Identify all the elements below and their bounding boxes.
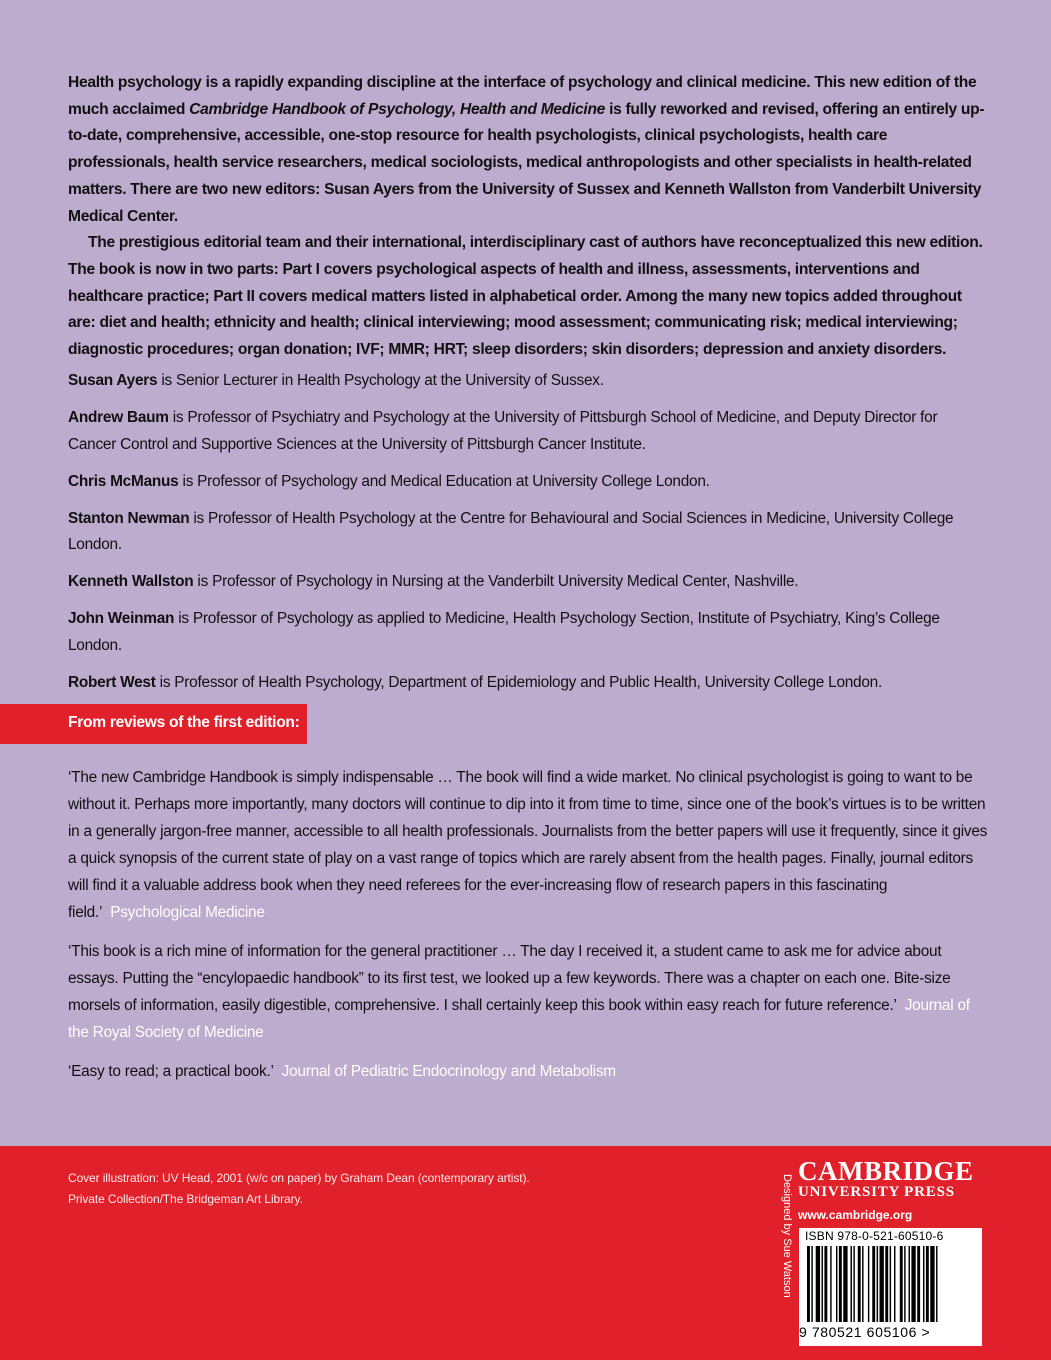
review-text: ‘This book is a rich mine of information for the general practitioner … The day I received it, a student came to ask me for advice about essays. Putting the “encylopaedic handbook” to its first test, we looked up a few keywords. There was a chapter on each one. Bite-size morsels of information, easily digestible, comprehensive. I shall certainly keep this book within easy reach for future reference.’ (68, 943, 951, 1014)
bio-text: is Professor of Health Psychology at the Centre for Behavioural and Social Sciences in Medicine, University College London. (68, 509, 954, 553)
book-title: Cambridge Handbook of Psychology, Health and Medicine (189, 100, 606, 118)
bio-text: is Professor of Psychology as applied to Medicine, Health Psychology Section, Institute of Psychiatry, King’s College London. (68, 610, 940, 654)
review-source: Journal of Pediatric Endocrinology and Metabolism (281, 1063, 616, 1080)
review-quote (68, 1058, 988, 1085)
editor-bios (68, 368, 988, 707)
review-source: Psychological Medicine (110, 904, 265, 921)
bio-text: is Professor of Health Psychology, Department of Epidemiology and Public Health, University College London. (155, 673, 883, 691)
designer-credit (780, 1174, 795, 1354)
bio-text: is Professor of Psychology and Medical Education at University College London. (178, 472, 710, 490)
bio-entry (68, 506, 988, 559)
review-quote (68, 938, 988, 1046)
bio-name: Andrew Baum (68, 409, 169, 426)
bio-text: is Professor of Psychiatry and Psychology at the University of Pittsburgh School of Medicine, and Deputy Director for Cancer Control and Supportive Sciences at the University of Pittsburgh Cancer Institute. (68, 409, 938, 453)
bio-entry (68, 469, 988, 496)
publisher-logo-line-2: UNIVERSITY PRESS (798, 1184, 955, 1200)
bio-name: Kenneth Wallston (68, 573, 194, 590)
bio-entry (68, 405, 988, 458)
footer-band (0, 1146, 1051, 1360)
description-blurb (68, 70, 988, 364)
blurb-p1-end: is fully reworked and revised, offering an entirely up-to-date, comprehensive, accessible, one-stop resource for health psychologists, clinical psychologists, health care professionals, health service researchers, medical sociologists, medical anthropologists and other specialists in health-related matters. There are two new editors: Susan Ayers from the University of Sussex and Kenneth Wallston from Vanderbilt University Medical Center. (68, 100, 985, 225)
review-quote (68, 764, 988, 926)
bio-entry (68, 569, 988, 596)
publisher-logo-line-1: CAMBRIDGE (798, 1156, 974, 1186)
credit-line-2: Private Collection/The Bridgeman Art Library. (68, 1192, 303, 1206)
bio-name: John Weinman (68, 610, 175, 627)
bio-name: Robert West (68, 673, 156, 691)
blurb-p1-start: Health psychology is a rapidly expanding discipline at the interface of psychology and clinical medicine. This new edition of the much acclaimed (68, 74, 977, 118)
review-text: ‘Easy to read; a practical book.’ (68, 1063, 274, 1080)
cover-credit (68, 1168, 668, 1210)
bio-name: Susan Ayers (68, 372, 158, 389)
bio-entry (68, 670, 988, 697)
designer-text: Designed by Sue Watson (781, 1174, 793, 1298)
barcode-icon (803, 1246, 978, 1324)
barcode-digits: 9 780521 605106 > (799, 1324, 931, 1340)
bio-text: is Professor of Psychology in Nursing at the Vanderbilt University Medical Center, Nashville. (193, 573, 799, 590)
bio-name: Stanton Newman (68, 509, 190, 527)
review-text: ‘The new Cambridge Handbook is simply indispensable … The book will find a wide market. No clinical psychologist is going to want to be without it. Perhaps more importantly, many doctors will continue to dip into it from time to time, since one of the book’s virtues is to be written in a generally jargon-free manner, accessible to all health professionals. Journalists from the better papers will use it frequently, since it gives a quick synopsis of the current state of play on a vast range of topics which are rarely absent from the health pages. Finally, journal editors will find it a valuable address book when they need referees for the ever-increasing flow of research papers in this fascinating field.’ (68, 769, 988, 921)
bio-entry (68, 368, 988, 395)
blurb-paragraph-1 (68, 70, 988, 230)
credit-line-1: Cover illustration: UV Head, 2001 (w/c on paper) by Graham Dean (contemporary artist). (68, 1171, 530, 1185)
reviews-section (68, 764, 988, 1097)
blurb-paragraph-2: The prestigious editorial team and their international, interdisciplinary cast of authors have reconceptualized this new edition. The book is now in two parts: Part I covers psychological aspects of health and illness, assessments, interventions and healthcare practice; Part II covers medical matters listed in alphabetical order. Among the many new topics added throughout are: diet and health; ethnicity and health; clinical interviewing; mood assessment; communicating risk; medical interviewing; diagnostic procedures; organ donation; IVF; MMR; HRT; sleep disorders; skin disorders; depression and anxiety disorders. (68, 234, 983, 359)
publisher-website: www.cambridge.org (798, 1208, 913, 1222)
review-source: Journal of the Royal Society of Medicine (68, 997, 970, 1041)
reviews-heading-banner (0, 704, 307, 744)
isbn-label: ISBN 978-0-521-60510-6 (805, 1229, 944, 1243)
reviews-heading: From reviews of the first edition: (68, 714, 300, 731)
bio-name: Chris McManus (68, 472, 179, 490)
bio-text: is Senior Lecturer in Health Psychology at the University of Sussex. (157, 372, 604, 389)
barcode-panel (799, 1228, 982, 1346)
bio-entry (68, 606, 988, 659)
